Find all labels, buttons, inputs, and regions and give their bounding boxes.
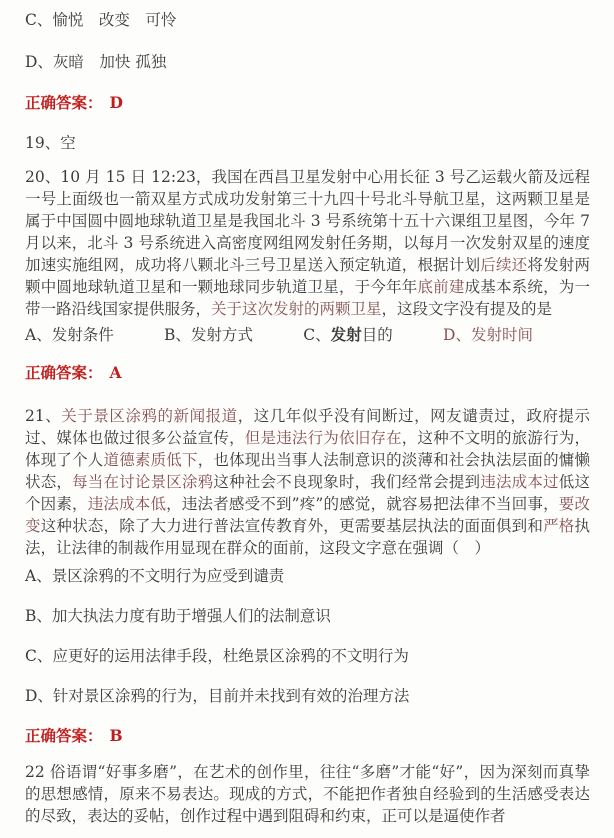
question18-option-c: C、愉悦 改变 可怜 [25, 11, 177, 29]
question21-option-b: B、加大执法力度有助于增强人们的法制意识 [25, 607, 331, 625]
question19-heading: 19、空 [25, 134, 76, 152]
question20-options [25, 325, 533, 345]
answer-value: D [109, 93, 123, 112]
answer-label: 正确答案： [25, 726, 103, 745]
answer-label: 正确答案： [25, 363, 103, 382]
question22-text: 22 俗语谓“好事多磨”，在艺术的创作里，往往“多磨”才能“好”，因为深刻而真挚的思想感情，原来不易表达。现成的方式，不能把作者独自经验到的生活感受表达的尽致，表达的妥帖，创作过程中遇到阻碍和约束，正可以是逼使作者 [25, 763, 590, 825]
question21-option-a: A、景区涂鸦的不文明行为应受到谴责 [25, 567, 285, 585]
question18-option-d: D、灰暗 加快 孤独 [25, 53, 167, 71]
answer-label: 正确答案： [25, 93, 103, 112]
answer-value: B [109, 726, 123, 745]
question20-option-d: D、发射时间 [443, 326, 533, 344]
answer-value: A [109, 363, 122, 382]
question20-answer [25, 363, 590, 383]
question21-answer [25, 726, 590, 746]
question21-option-c: C、应更好的运用法律手段，杜绝景区涂鸦的不文明行为 [25, 647, 409, 665]
question21-text: 21、关于景区涂鸦的新闻报道，这几年似乎没有间断过，网友谴责过，政府提示过、媒体也做过很多公益宣传，但是违法行为依旧存在，这种不文明的旅游行为，体现了个人道德素质低下，也体现出当事人法制意识的淡薄和社会执法层面的慵懒状态，每当在讨论景区涂鸦这种社会不良现象时，我们经常会提到违法成本过低这个因素，违法成本低，违法者感受不到”疼”的感觉，就容易把法律不当回事，要改变这种状态，除了大力进行普法宣传教育外，更需要基层执法的面面俱到和严格执法，让法律的制裁作用显现在群众的面前，这段文字意在强调（ ） [25, 407, 590, 557]
question18-answer [25, 93, 590, 113]
question20-text: 20、10 月 15 日 12:23，我国在西昌卫星发射中心用长征 3 号乙运载火箭及远程一号上面级也一箭双星方式成功发射第三十九四十号北斗导航卫星，这两颗卫星是属于中国圆中圆地球轨道卫星是我国北斗 3 号系统第十五十六课组卫星图，今年 7 月以来，北斗 3 号系统进入高密度网组网发射任务期，以每月一次发射双星的速度加速实施组网，成功将八颗北斗三号卫星送入预定轨道，根据计划后续还将发射两颗中圆地球轨道卫星和一颗地球同步轨道卫星，于今年年底前建成基本系统，为一带一路沿线国家提供服务，关于这次发射的两颗卫星，这段文字没有提及的是 [25, 168, 590, 318]
question20-option-b: B、发射方式 [164, 326, 253, 344]
question20-option-c: C、发射目的 [303, 325, 393, 344]
question20-option-a: A、发射条件 [25, 326, 114, 344]
question21-option-d: D、针对景区涂鸦的行为，目前并未找到有效的治理方法 [25, 687, 410, 705]
